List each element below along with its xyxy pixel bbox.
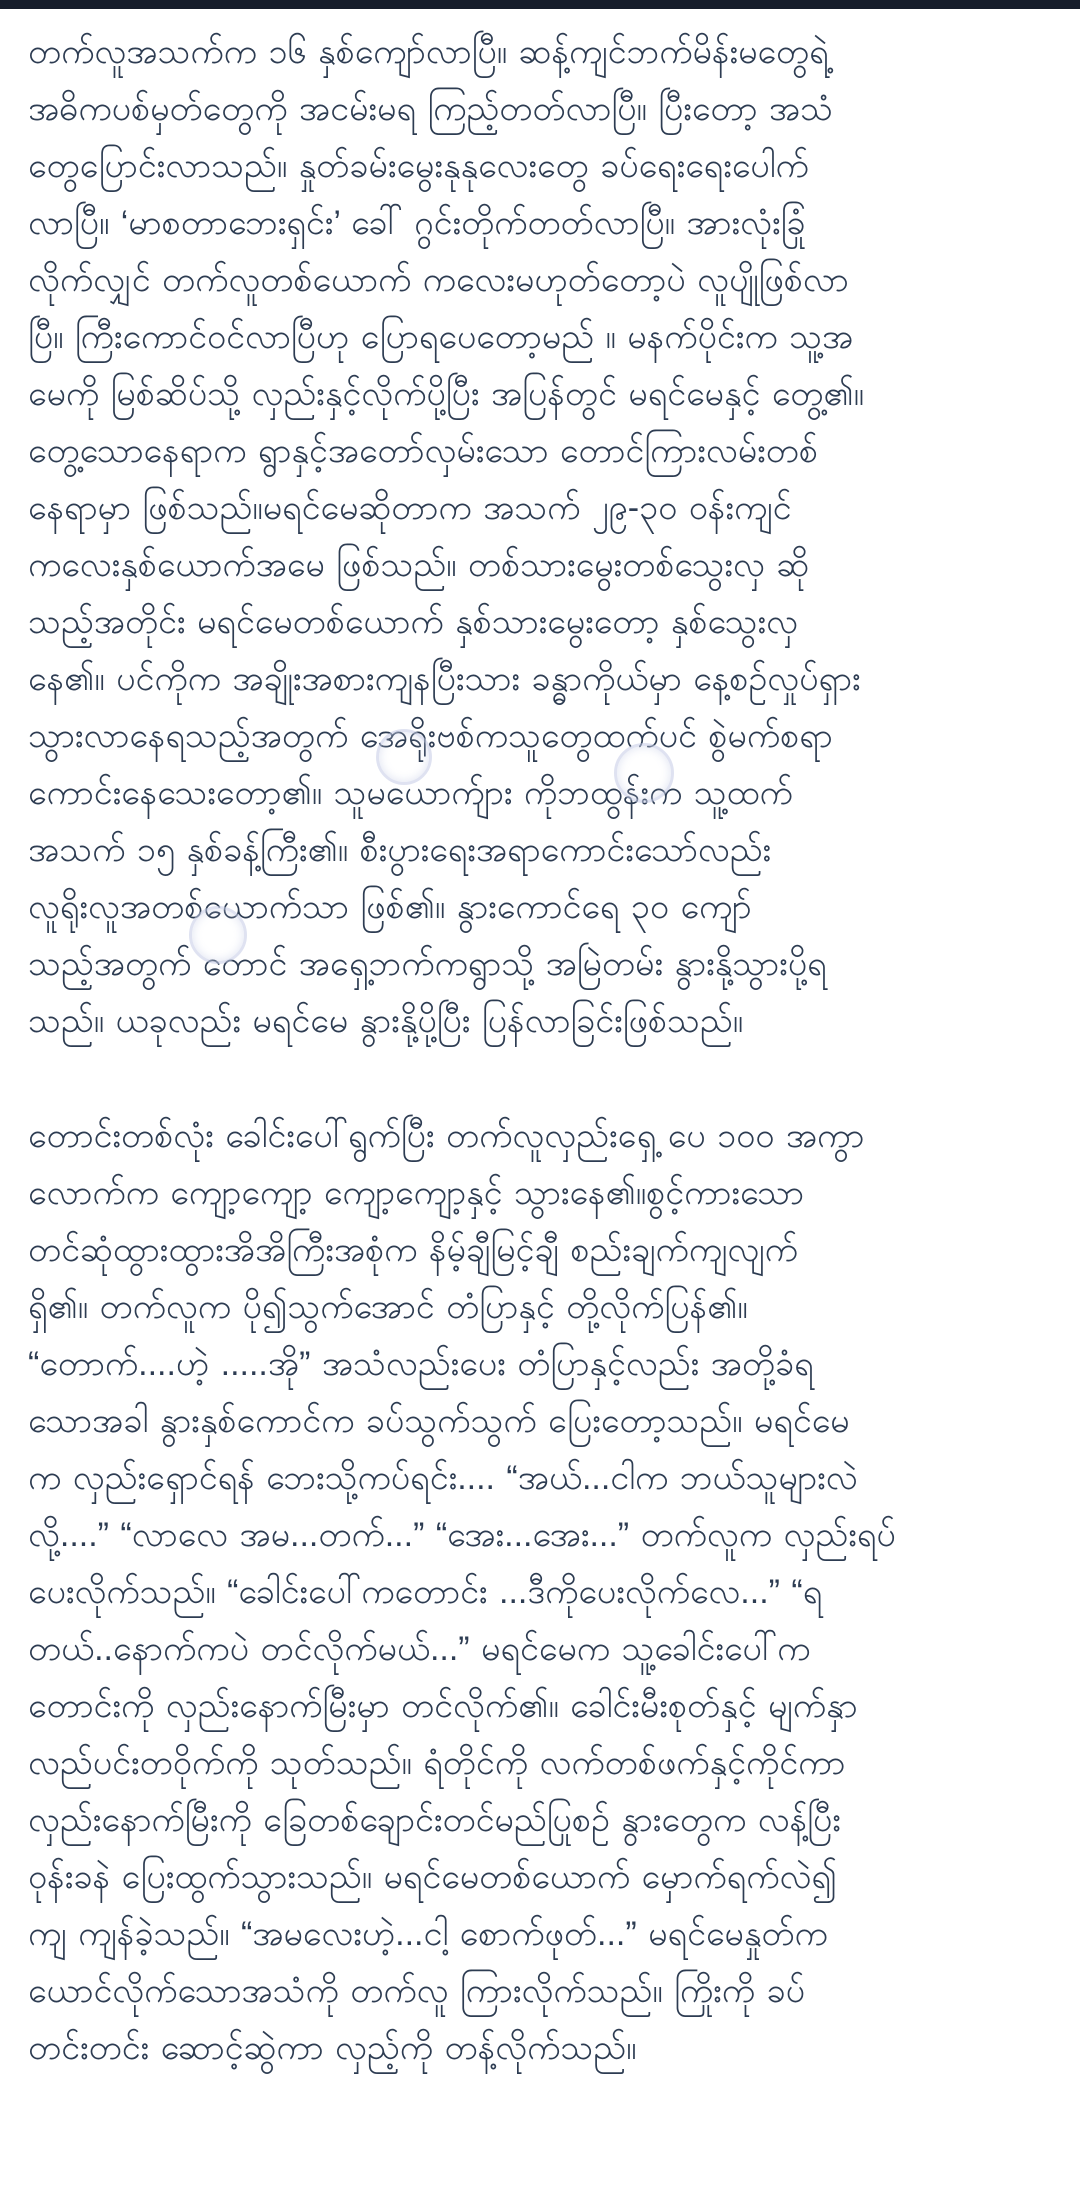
text-line: တင်းတင်း ဆောင့်ဆွဲကာ လှည့်ကို တန့်လိုက်သည်။ <box>28 2029 637 2067</box>
text-line: က လှည်းရှောင်ရန် ဘေးသို့ကပ်ရင်း.... “အယ်...ငါက ဘယ်သူများလဲ <box>28 1459 858 1497</box>
text-line: လိုက်လျှင် တက်လူတစ်ယောက် ကလေးမဟုတ်တော့ပဲ လူပျိုဖြစ်လာ <box>28 261 849 299</box>
text-line: သောအခါ နွားနှစ်ကောင်က ခပ်သွက်သွက် ပြေးတော့သည်။ မရင်မေ <box>28 1402 850 1440</box>
paragraph <box>28 1108 1058 2077</box>
text-line: ကလေးနှစ်ယောက်အမေ ဖြစ်သည်။ တစ်သားမွေးတစ်သွေးလှ ဆို <box>28 546 810 584</box>
text-line: သည့်အတိုင်း မရင်မေတစ်ယောက် နှစ်သားမွေးတော့ နှစ်သွေးလှ <box>28 603 798 641</box>
text-line: ဝုန်းခနဲ ပြေးထွက်သွားသည်။ မရင်မေတစ်ယောက် မှောက်ရက်လဲ၍ <box>28 1858 837 1896</box>
text-line: ယောင်လိုက်သောအသံကို တက်လူ ကြားလိုက်သည်။ ကြိုးကို ခပ် <box>28 1972 805 2010</box>
text-line: လာပြီ။ ‘မာစတာဘေးရှင်း’ ခေါ် ဂွင်းတိုက်တတ်လာပြီ။ အားလုံးခြုံ <box>28 204 806 242</box>
text-line: အဓိကပစ်မှတ်တွေကို အငမ်းမရ ကြည့်တတ်လာပြီ။ ပြီးတော့ အသံ <box>28 90 834 128</box>
text-line: “တောက်....ဟဲ့ .....အို” အသံလည်းပေး တံပြာနှင့်လည်း အတို့ခံရ <box>28 1345 814 1383</box>
text-line: လှည်းနောက်မြီးကို ခြေတစ်ချောင်းတင်မည်ပြုစဉ် နွားတွေက လန့်ပြီး <box>28 1801 841 1839</box>
text-line: နေ၏။ ပင်ကိုက အချိုးအစားကျနပြီးသား ခန္ဓာကိုယ်မှာ နေ့စဉ်လှုပ်ရှား <box>28 660 861 698</box>
text-line: လို့....” “လာလေ အမ...တက်...” “အေး...အေး...” တက်လူက လှည်းရပ် <box>28 1516 896 1554</box>
top-edge-bar <box>0 0 1080 9</box>
text-line: တောင်းကို လှည်းနောက်မြီးမှာ တင်လိုက်၏။ ခေါင်းမီးစုတ်နှင့် မျက်နှာ <box>28 1687 858 1725</box>
text-line: တင်ဆုံထွားထွားအိအိကြီးအစုံက နိမ့်ချီမြင့်ချီ စည်းချက်ကျလျက် <box>28 1231 798 1269</box>
text-line: တွေပြောင်းလာသည်။ နှုတ်ခမ်းမွေးနုနုလေးတွေ ခပ်ရေးရေးပေါက် <box>28 147 809 185</box>
text-line: မေကို မြစ်ဆိပ်သို့ လှည်းနှင့်လိုက်ပို့ပြီး အပြန်တွင် မရင်မေနှင့် တွေ့၏။ <box>28 375 864 413</box>
text-line: ပေးလိုက်သည်။ “ခေါင်းပေါ်ကတောင်း ...ဒီကိုပေးလိုက်လေ...” “ရ <box>28 1573 823 1611</box>
text-line: ကောင်းနေသေးတော့၏။ သူမယောက်ျား ကိုဘထွန်းက သူ့ထက် <box>28 774 793 812</box>
paragraph <box>28 24 1058 1050</box>
text-line: သွားလာနေရသည့်အတွက် အေရိုးဗစ်ကသူတွေထက်ပင် စွဲမက်စရာ <box>28 717 833 755</box>
text-line: ကျ ကျန်ခဲ့သည်။ “အမလေးဟဲ့...ငါ့ စောက်ဖုတ်...” မရင်မေနှုတ်က <box>28 1915 828 1953</box>
text-line: တက်လူအသက်က ၁၆ နှစ်ကျော်လာပြီ။ ဆန့်ကျင်ဘက်မိန်းမတွေရဲ့ <box>28 33 829 71</box>
text-line: သည်။ ယခုလည်း မရင်မေ နွားနို့ပို့ပြီး ပြန်လာခြင်းဖြစ်သည်။ <box>28 1002 744 1040</box>
text-line: လောက်က ကျော့ကျော့ ကျော့ကျော့နှင့် သွားနေ၏။စွင့်ကားသော <box>28 1174 804 1212</box>
text-line: တွေ့သောနေရာက ရွာနှင့်အတော်လှမ်းသော တောင်ကြားလမ်းတစ် <box>28 432 819 470</box>
text-content <box>28 24 1058 2077</box>
text-line: အသက် ၁၅ နှစ်ခန့်ကြီး၏။ စီးပွားရေးအရာကောင်းသော်လည်း <box>28 831 772 869</box>
text-line: ပြီ။ ကြီးကောင်ဝင်လာပြီဟု ပြောရပေတော့မည် ။ မနက်ပိုင်းက သူ့အ <box>28 318 854 356</box>
text-line: သည့်အတွက် တောင် အရှေ့ဘက်ကရွာသို့ အမြဲတမ်း နွားနို့သွားပို့ရ <box>28 945 827 983</box>
text-line: ရှိ၏။ တက်လူက ပို၍သွက်အောင် တံပြာနှင့် တို့လိုက်ပြန်၏။ <box>28 1288 748 1326</box>
text-line: တောင်းတစ်လုံး ခေါင်းပေါ်ရွက်ပြီး တက်လူလှည်းရှေ့ ပေ ၁၀၀ အကွာ <box>28 1117 865 1155</box>
text-line: တယ်..နောက်ကပဲ တင်လိုက်မယ်...” မရင်မေက သူ့ခေါင်းပေါ်က <box>28 1630 811 1668</box>
text-line: လည်ပင်းတဝိုက်ကို သုတ်သည်။ ရံတိုင်ကို လက်တစ်ဖက်နှင့်ကိုင်ကာ <box>28 1744 846 1782</box>
text-line: နေရာမှာ ဖြစ်သည်။မရင်မေဆိုတာက အသက် ၂၉-၃၀ ဝန်းကျင် <box>28 489 792 527</box>
text-line: လူရိုးလူအတစ်ယောက်သာ ဖြစ်၏။ နွားကောင်ရေ ၃၀ ကျော် <box>28 888 752 926</box>
